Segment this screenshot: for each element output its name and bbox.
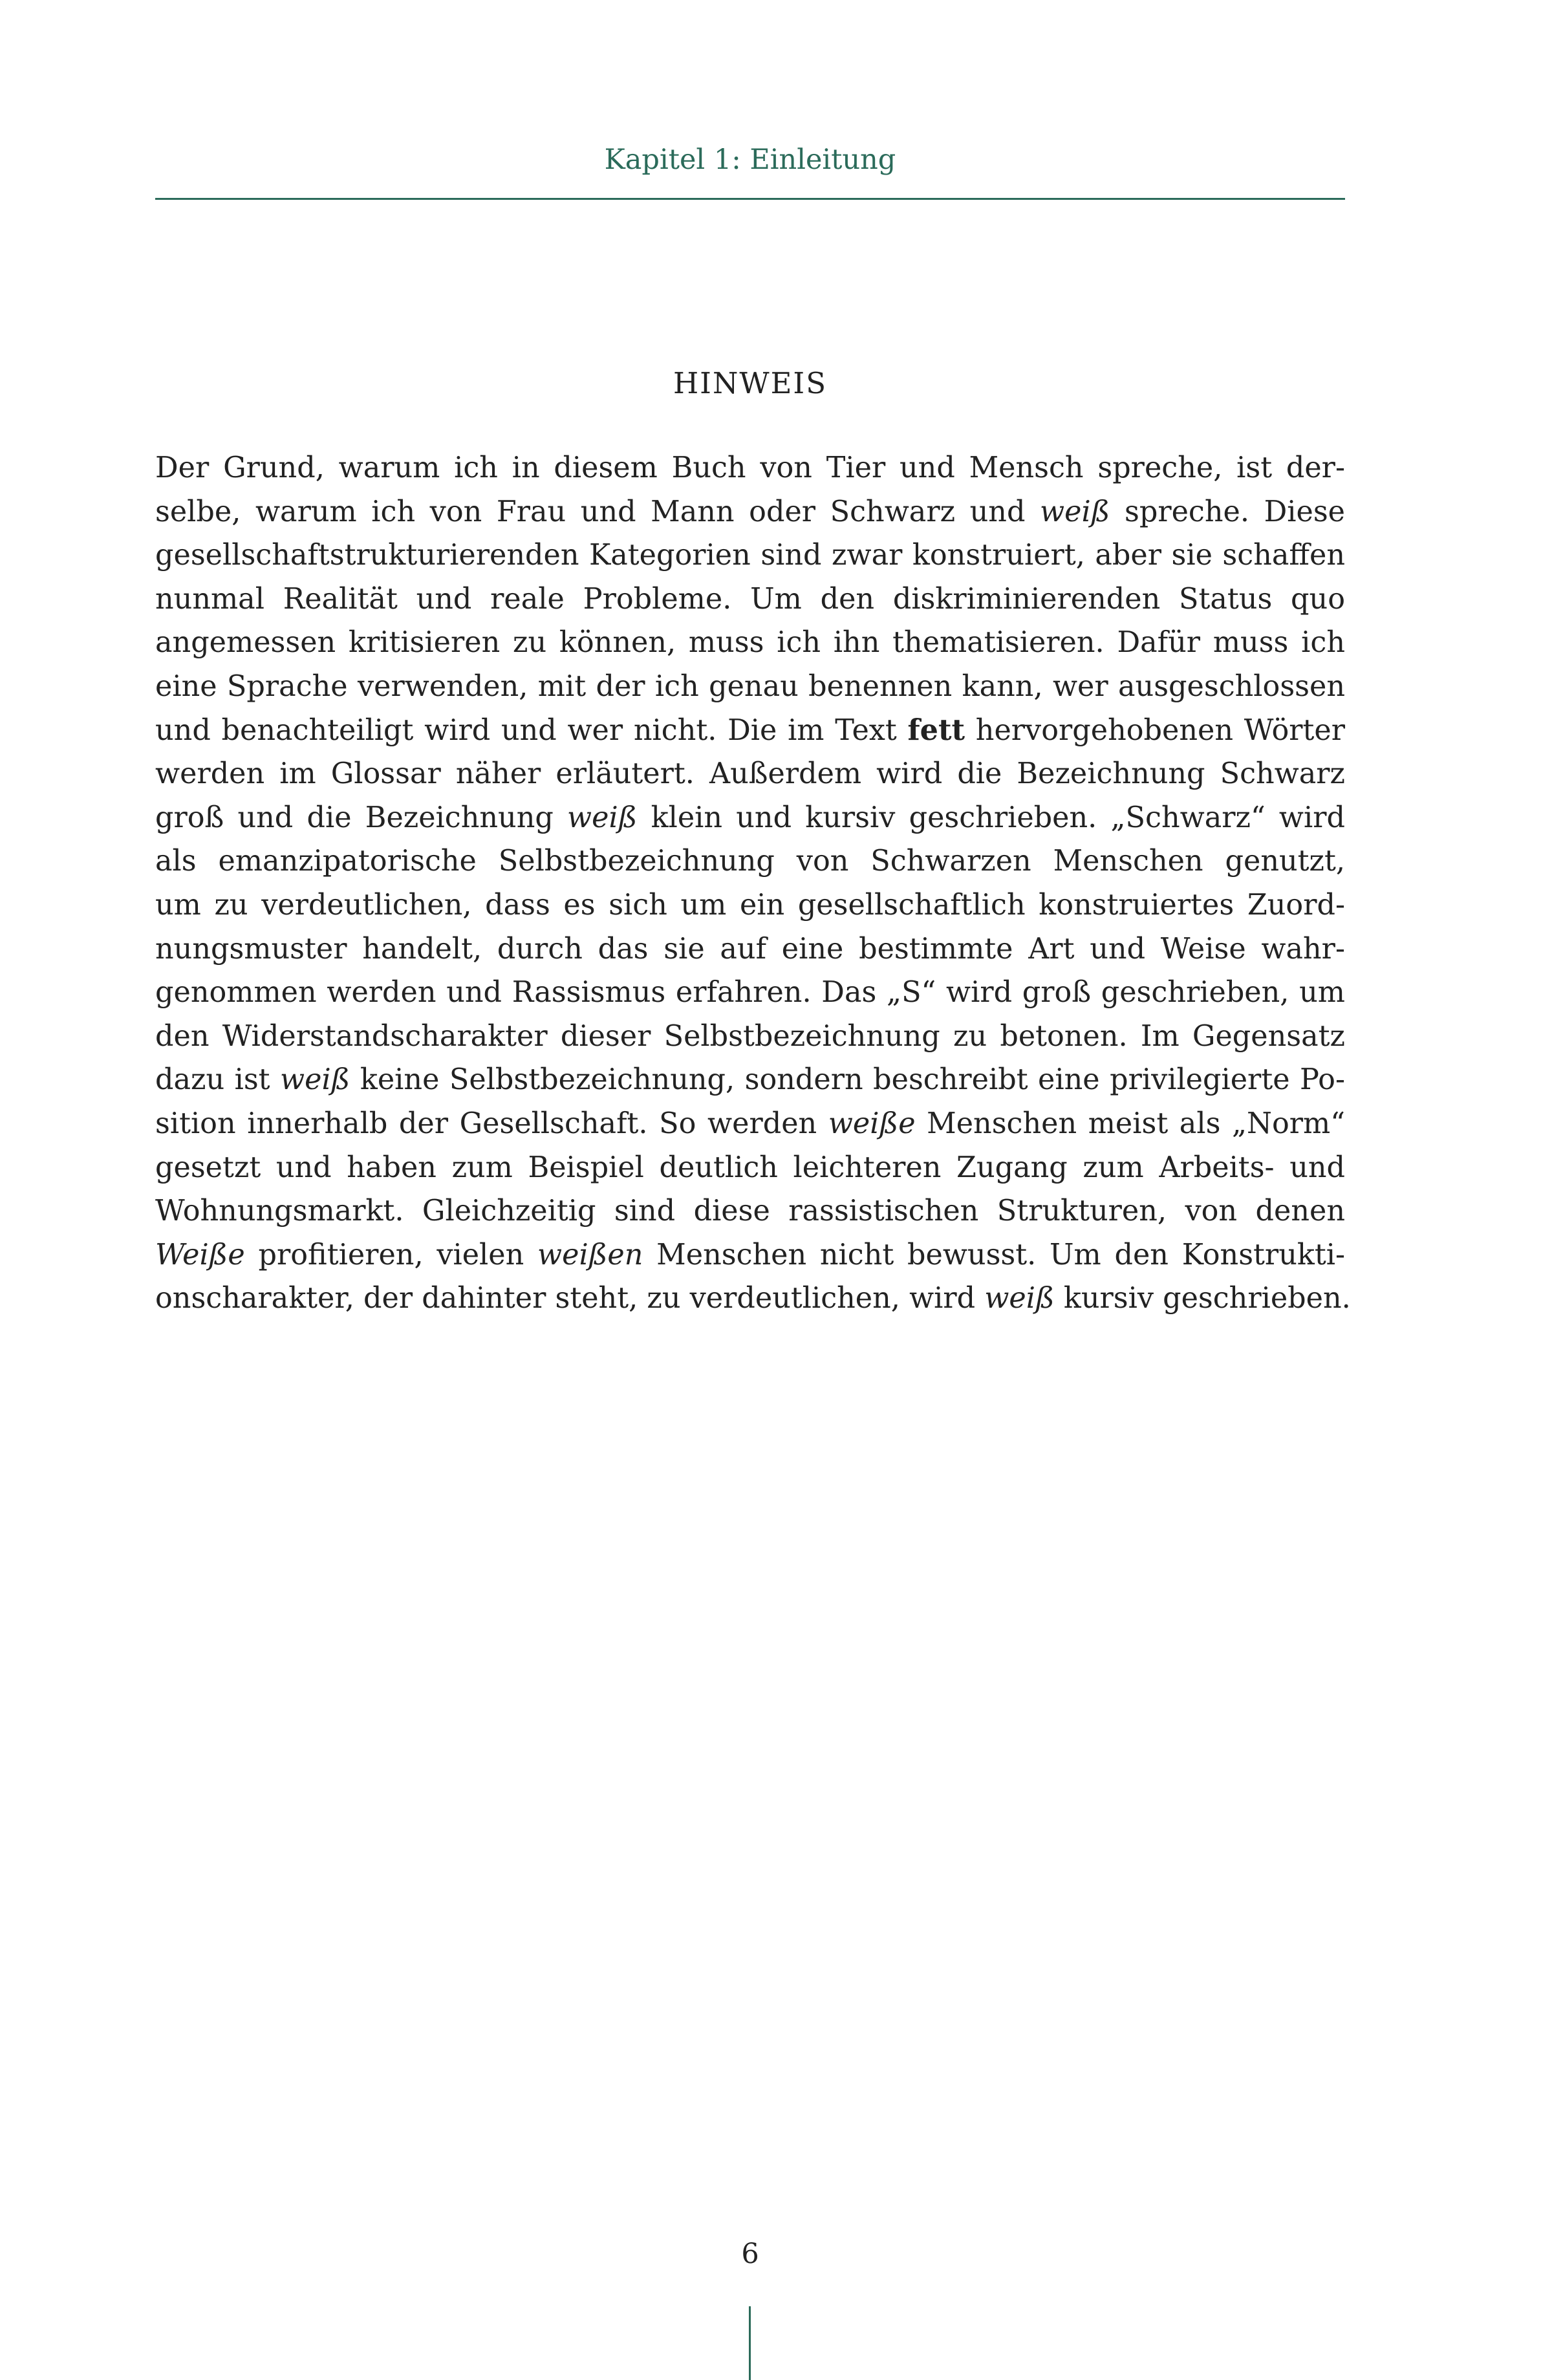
italic-term: weiß [280, 1063, 350, 1097]
text-run: onscharakter, der dahinter steht, zu verdeutlichen, wird [155, 1282, 985, 1315]
text-line [155, 446, 1345, 490]
text-run: selbe, warum ich von Frau und Mann oder Schwarz und [155, 495, 1040, 528]
text-run: kursiv geschrieben. [1054, 1282, 1351, 1315]
footer-rule [749, 2306, 751, 2380]
text-line [155, 490, 1345, 534]
bold-term: fett [907, 713, 965, 747]
italic-term: weiß [984, 1282, 1055, 1315]
text-line [155, 665, 1345, 709]
text-run: den Widerstandscharakter dieser Selbstbezeichnung zu betonen. Im Gegensatz [155, 1019, 1345, 1053]
text-line [155, 1015, 1345, 1059]
section-title: HINWEIS [673, 366, 828, 400]
text-line [155, 621, 1345, 665]
text-line [155, 578, 1345, 622]
text-run: Menschen meist als „Norm“ [915, 1107, 1346, 1140]
italic-term: weiß [1040, 495, 1110, 528]
text-run: genommen werden und Rassismus erfahren. Das „S“ wird groß geschrieben, um [155, 976, 1345, 1010]
text-run: eine Sprache verwenden, mit der ich genau benennen kann, wer ausgeschlossen [155, 669, 1345, 703]
italic-term: weiß [567, 801, 638, 834]
text-run: Der Grund, warum ich in diesem Buch von Tier und Mensch spreche, ist der- [155, 451, 1345, 484]
text-line [155, 839, 1345, 883]
running-header: Kapitel 1: Einleitung [604, 144, 896, 176]
text-line [155, 709, 1345, 753]
text-run: spreche. Diese [1110, 495, 1345, 528]
italic-term: weißen [537, 1238, 643, 1271]
text-run: groß und die Bezeichnung [155, 801, 568, 834]
text-line [155, 927, 1345, 971]
text-run: hervorgehobenen Wörter [965, 713, 1345, 747]
text-run: um zu verdeutlichen, dass es sich um ein gesellschaftlich konstruiertes Zuord- [155, 888, 1345, 922]
italic-term: Weiße [155, 1238, 245, 1271]
text-line [155, 1277, 1351, 1321]
text-run: klein und kursiv geschrieben. „Schwarz“ wird [637, 801, 1345, 834]
text-line [155, 1189, 1345, 1233]
text-run: profitieren, vielen [244, 1238, 538, 1271]
text-run: nungsmuster handelt, durch das sie auf eine bestimmte Art und Weise wahr- [155, 932, 1345, 966]
text-run: nunmal Realität und reale Probleme. Um den diskriminierenden Status quo [155, 582, 1345, 616]
text-run: dazu ist [155, 1063, 281, 1097]
body-paragraph [155, 446, 1351, 1321]
text-line [155, 534, 1345, 578]
text-run: als emanzipatorische Selbstbezeichnung von Schwarzen Menschen genutzt, [155, 845, 1345, 878]
text-run: sition innerhalb der Gesellschaft. So werden [155, 1107, 828, 1140]
text-line [155, 1146, 1345, 1190]
text-run: Menschen nicht bewusst. Um den Konstrukti- [643, 1238, 1345, 1271]
text-run: werden im Glossar näher erläutert. Außerdem wird die Bezeichnung Schwarz [155, 757, 1345, 791]
text-run: gesetzt und haben zum Beispiel deutlich leichteren Zugang zum Arbeits- und [155, 1151, 1345, 1184]
text-line [155, 752, 1345, 796]
text-run: Wohnungsmarkt. Gleichzeitig sind diese rassistischen Strukturen, von denen [155, 1195, 1345, 1228]
text-line [155, 1102, 1345, 1146]
header-rule [155, 198, 1345, 200]
text-line [155, 1058, 1345, 1102]
text-run: angemessen kritisieren zu können, muss ich ihn thematisieren. Dafür muss ich [155, 626, 1345, 660]
text-line [155, 796, 1345, 840]
text-line [155, 971, 1345, 1015]
text-line [155, 883, 1345, 927]
text-run: und benachteiligt wird und wer nicht. Die im Text [155, 713, 908, 747]
text-line [155, 1233, 1345, 1277]
text-run: gesellschaftstrukturierenden Kategorien sind zwar konstruiert, aber sie schaffen [155, 539, 1345, 572]
text-run: keine Selbstbezeichnung, sondern beschreibt eine privilegierte Po- [350, 1063, 1345, 1097]
page-number: 6 [741, 2238, 759, 2270]
italic-term: weiße [828, 1107, 916, 1140]
